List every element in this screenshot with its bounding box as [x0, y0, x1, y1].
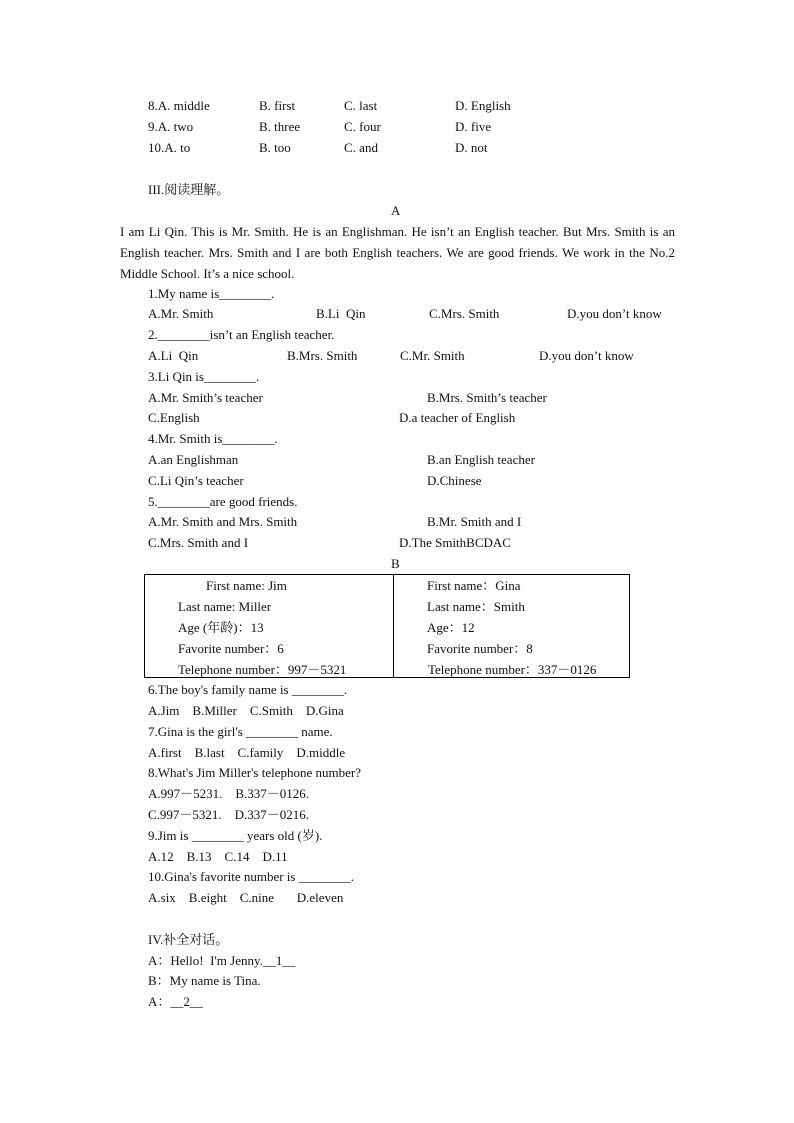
option-b: B.Li Qin [316, 306, 366, 321]
option-a: A.Mr. Smith’s teacher [148, 390, 263, 405]
option-c: C. four [344, 119, 381, 134]
dialogue-line: B：My name is Tina. [148, 973, 261, 988]
dialogue-line: A：__2__ [148, 994, 203, 1009]
options-line: A.12 B.13 C.14 D.11 [148, 849, 288, 864]
question: 5.________are good friends. [148, 494, 298, 509]
question: 1.My name is________. [148, 286, 275, 301]
option-c: C.Mrs. Smith and I [148, 535, 249, 550]
question: 6.The boy's family name is ________. [148, 682, 348, 697]
option-c: C. and [344, 140, 378, 155]
option-c: C.Mr. Smith [400, 348, 465, 363]
option-b: B. too [259, 140, 291, 155]
table-cell-right: Age：12 [427, 620, 475, 635]
option-a: A.Mr. Smith [148, 306, 214, 321]
table-cell-left: Last name: Miller [178, 599, 272, 614]
option-a: A.Li Qin [148, 348, 199, 363]
table-cell-right: Favorite number：8 [427, 641, 533, 656]
passage-a-text: I am Li Qin. This is Mr. Smith. He is an Englishman. He isn’t an English teacher. But Mrs. Smith is an English teacher. Mrs. Smith and I are both English teachers. We are good friends. We work in the No.2 Middle School. It’s a nice school. [120, 224, 675, 281]
option-d: D.The SmithBCDAC [399, 535, 511, 550]
question: 4.Mr. Smith is________. [148, 431, 278, 446]
option-d: D.a teacher of English [399, 410, 516, 425]
options-line: A.997－5231. B.337－0126. [148, 786, 310, 801]
section-title: IV.补全对话。 [148, 932, 229, 947]
table-cell-left: Telephone number：997－5321 [178, 662, 347, 677]
table-divider [393, 575, 394, 677]
options-line: A.six B.eight C.nine D.eleven [148, 890, 344, 905]
question: 2.________isn’t an English teacher. [148, 327, 335, 342]
info-table [144, 574, 630, 678]
table-cell-right: First name：Gina [427, 578, 521, 593]
options-line: A.Jim B.Miller C.Smith D.Gina [148, 703, 344, 718]
dialogue-line: A：Hello! I'm Jenny.__1__ [148, 953, 296, 968]
passage-label-a: A [391, 203, 401, 218]
question: 9.Jim is ________ years old (岁). [148, 828, 323, 843]
option-a: 10.A. to [148, 140, 191, 155]
option-b: B.Mrs. Smith’s teacher [427, 390, 547, 405]
option-b: B.Mr. Smith and I [427, 514, 522, 529]
option-a: 8.A. middle [148, 98, 210, 113]
options-line: C.997－5321. D.337－0216. [148, 807, 310, 822]
section-title: III.阅读理解。 [148, 182, 230, 197]
option-b: B.an English teacher [427, 452, 535, 467]
option-c: C.Mrs. Smith [429, 306, 500, 321]
option-b: B. three [259, 119, 301, 134]
option-d: D. not [455, 140, 488, 155]
option-d: D. five [455, 119, 492, 134]
option-d: D.you don’t know [567, 306, 662, 321]
question: 7.Gina is the girl's ________ name. [148, 724, 333, 739]
option-c: C.English [148, 410, 200, 425]
passage-label-b: B [391, 556, 400, 571]
option-c: C.Li Qin’s teacher [148, 473, 244, 488]
option-d: D. English [455, 98, 511, 113]
option-c: C. last [344, 98, 378, 113]
table-cell-left: First name: Jim [206, 578, 287, 593]
option-a: A.Mr. Smith and Mrs. Smith [148, 514, 298, 529]
option-a: A.an Englishman [148, 452, 239, 467]
option-d: D.you don’t know [539, 348, 634, 363]
question: 10.Gina's favorite number is ________. [148, 869, 354, 884]
table-cell-left: Age (年龄)：13 [178, 620, 264, 635]
option-b: B. first [259, 98, 296, 113]
option-d: D.Chinese [427, 473, 482, 488]
question: 8.What's Jim Miller's telephone number? [148, 765, 361, 780]
question: 3.Li Qin is________. [148, 369, 260, 384]
table-cell-right: Telephone number：337－0126 [428, 662, 597, 677]
options-line: A.first B.last C.family D.middle [148, 745, 346, 760]
table-cell-right: Last name：Smith [427, 599, 525, 614]
table-cell-left: Favorite number：6 [178, 641, 284, 656]
option-b: B.Mrs. Smith [287, 348, 358, 363]
option-a: 9.A. two [148, 119, 194, 134]
